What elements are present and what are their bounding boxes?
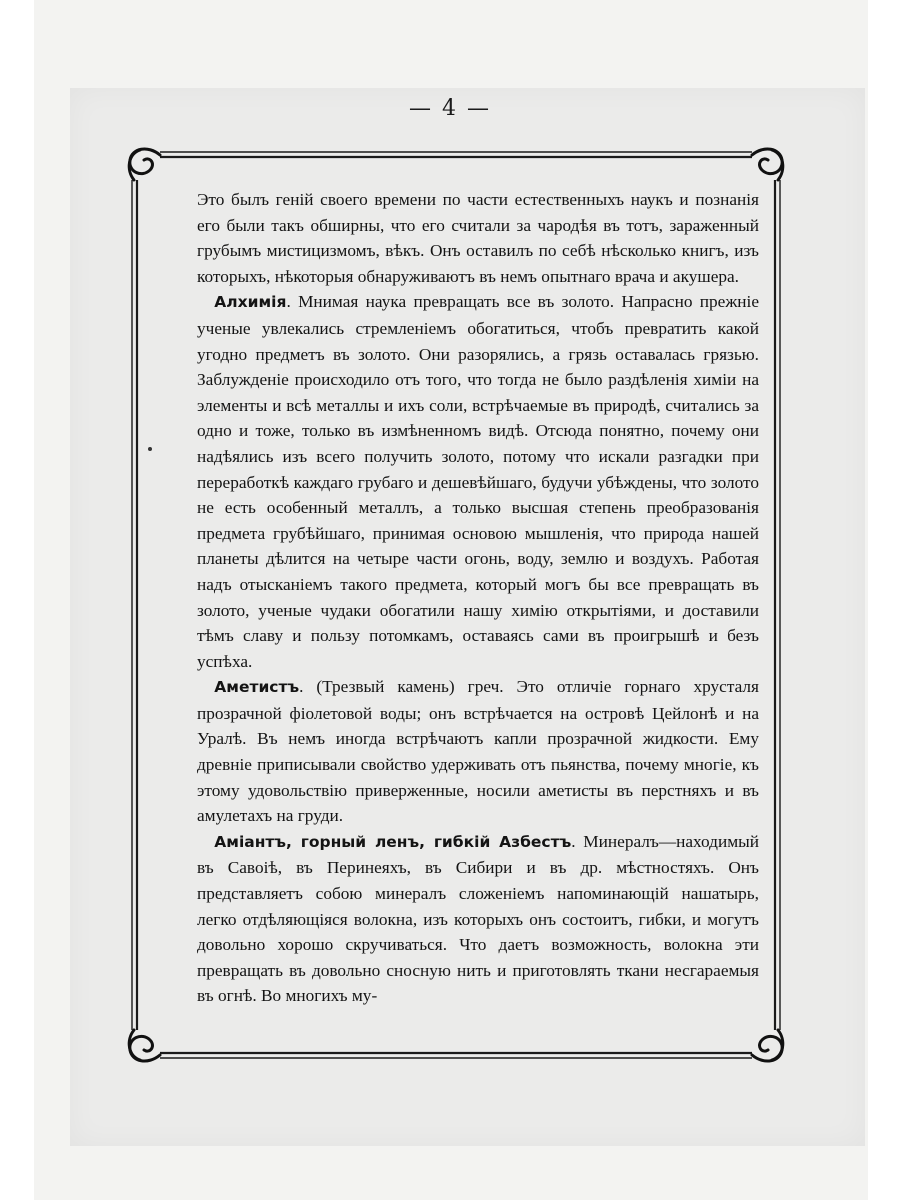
entry-text: . Минералъ—находимый въ Савоіѣ, въ Перинеяхъ, въ Сибири и въ др. мѣстностяхъ. Онъ представляетъ собою минералъ сложеніемъ напоминающій нашатырь, легко отдѣляющіяся волокна, изъ которыхъ онъ состоитъ, гибки, и могутъ довольно хорошо скручиваться. Что даетъ возможность, волокна эти превращать въ довольно сносную нить и приготовлять ткани несгараемыя въ огнѣ. Во многихъ му- (197, 831, 760, 1006)
entry-term: Алхимія (214, 293, 287, 312)
entry-alchemy (197, 289, 759, 674)
entry-text: . Мнимая наука превращать все въ золото. Напрасно прежніе ученые увлекались стремленіемъ обогатиться, чтобъ превратить какой угодно предметъ въ золото. Они разорялись, а грязь оставалась грязью. Заблужденіе происходило отъ того, что тогда не было раздѣленія химіи на элементы и всѣ металлы и ихъ соли, встрѣчаемые въ природѣ, считались за одно и тоже, только въ измѣненномъ видѣ. Отсюда понятно, почему они надѣялись изъ всего получить золото, потому что искали разгадки при переработкѣ каждаго грубаго и дешевѣйшаго, будучи убѣждены, что золото не есть особенный металлъ, а только высшая степень преобразованія предмета грубѣйшаго, принимая основою мышленія, что природа нашей планеты дѣлится на четыре части огонь, воду, землю и воздухъ. Работая надъ отысканіемъ такого предмета, который могъ бы все превращать въ золото, ученые чудаки обогатили нашу химію открытіями, и доставили тѣмъ славу и пользу потомкамъ, оставаясь сами въ проигрышѣ и безъ успѣха. (197, 292, 759, 671)
entry-text: . (Трезвый камень) греч. Это отличіе горнаго хрусталя прозрачной фіолетовой воды; онъ встрѣчается на островѣ Цейлонѣ и на Уралѣ. Въ немъ иногда встрѣчаютъ капли прозрачной жидкости. Ему древніе приписывали свойство удерживать отъ пьянства, почему многіе, къ этому удовольствію приверженные, носили аметисты въ перстняхъ и въ амулетахъ на груди. (197, 677, 759, 826)
article-body (197, 187, 759, 1009)
entry-term: Аміантъ, горный ленъ, гибкій Азбестъ (214, 832, 572, 851)
entry-amethyst (197, 674, 759, 829)
paragraph-intro (197, 187, 759, 289)
paragraph-text: Это былъ геній своего времени по части естественныхъ наукъ и познанія его были такъ обширны, что его считали за чародѣя въ тотъ, зараженный грубымъ мистицизмомъ, вѣкъ. Онъ оставилъ по себѣ нѣсколько книгъ, изъ которыхъ, нѣкоторыя обнаруживаютъ въ немъ опытнаго врача и акушера. (197, 190, 759, 286)
entry-amiant (197, 829, 759, 1009)
print-speck (148, 447, 152, 451)
entry-term: Аметистъ (214, 678, 300, 697)
page-number: — 4 — (409, 96, 491, 121)
